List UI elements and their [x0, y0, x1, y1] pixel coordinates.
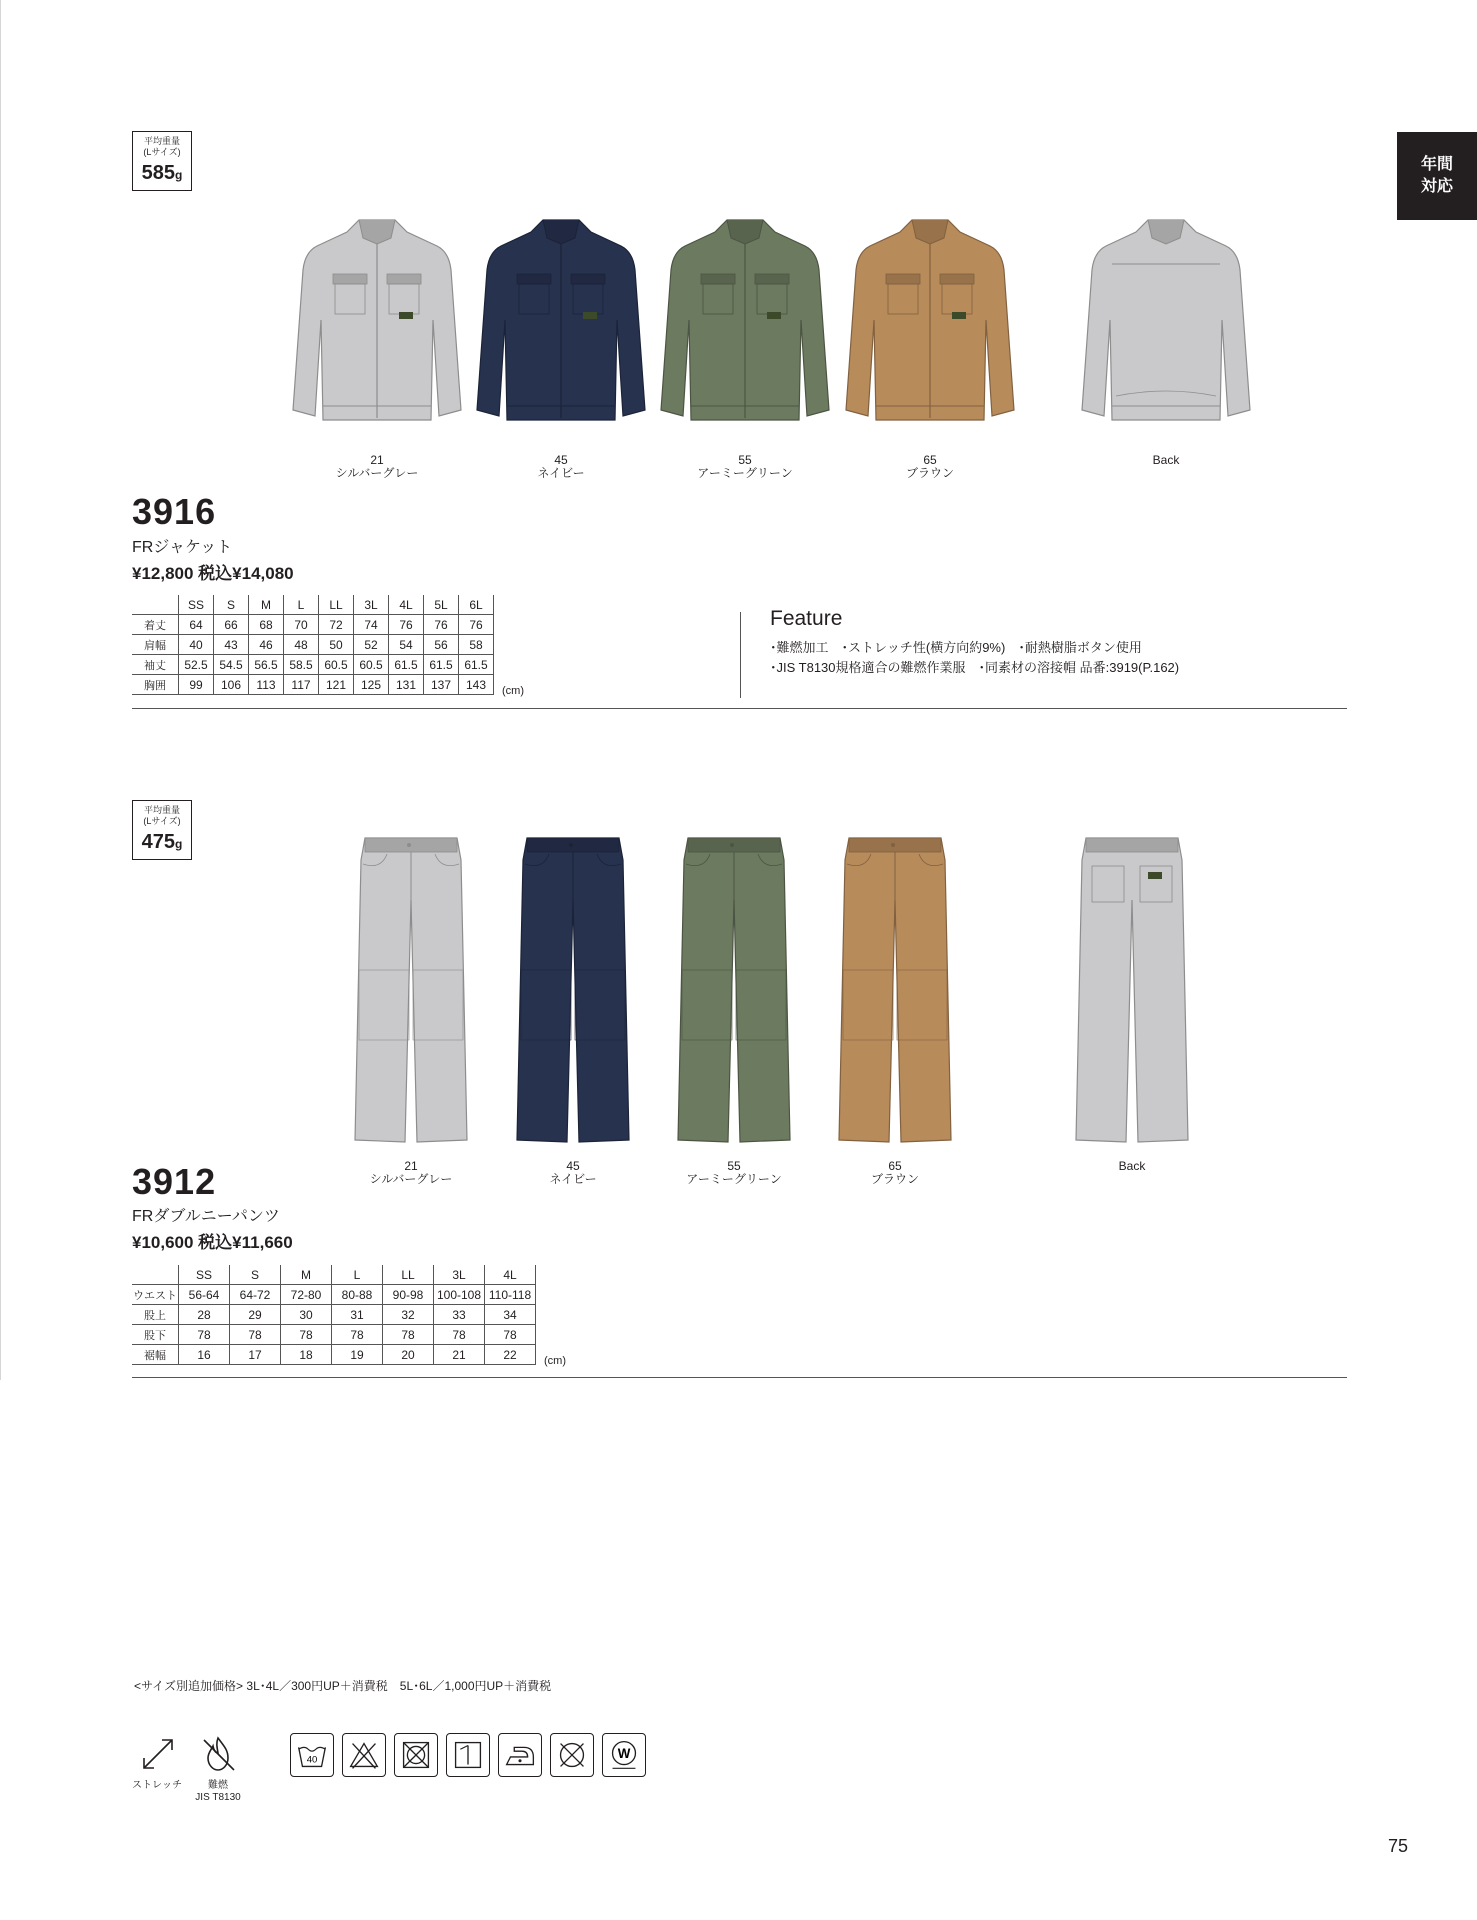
table-cell: 125 — [354, 675, 389, 695]
svg-text:40: 40 — [306, 1754, 318, 1766]
feature-divider — [740, 612, 741, 698]
table-header-cell: 5L — [424, 595, 459, 615]
table-header-cell: 3L — [434, 1265, 485, 1285]
table-row-label: 裾幅 — [132, 1345, 179, 1365]
jacket-image-back — [1076, 210, 1256, 430]
table-cell: 52.5 — [179, 655, 214, 675]
table-header-cell: M — [281, 1265, 332, 1285]
table-cell: 58.5 — [284, 655, 319, 675]
table-cell: 34 — [485, 1305, 536, 1325]
table-cell: 56.5 — [249, 655, 284, 675]
page-number: 75 — [1388, 1836, 1409, 1856]
table-row-label: ウエスト — [132, 1285, 179, 1305]
line-dry-icon — [446, 1733, 490, 1777]
table-cell: 76 — [459, 615, 494, 635]
weight-label: 平均重量 — [143, 805, 180, 815]
table-row-label: 袖丈 — [132, 655, 179, 675]
jacket-color-caption-55: 55 アーミーグリーン — [697, 453, 793, 480]
table-cell: 31 — [332, 1305, 383, 1325]
pants-image-21 — [351, 830, 471, 1150]
table-cell: 64 — [179, 615, 214, 635]
pants-color-caption-55: 55 アーミーグリーン — [686, 1159, 782, 1186]
table-cell: 60.5 — [354, 655, 389, 675]
table-cell: 43 — [214, 635, 249, 655]
season-tab — [1397, 132, 1477, 220]
page-edge-line — [0, 0, 1, 1380]
jacket-weight-box — [132, 131, 192, 191]
jacket-price: ¥12,800 税込¥14,080 — [132, 564, 294, 583]
table-cell: 70 — [284, 615, 319, 635]
table-cell: 72-80 — [281, 1285, 332, 1305]
table-header-cell: SS — [179, 595, 214, 615]
table-cell: 29 — [230, 1305, 281, 1325]
jacket-color-caption-21: 21 シルバーグレー — [335, 453, 419, 480]
table-cell: 99 — [179, 675, 214, 695]
table-header-cell: L — [284, 595, 319, 615]
table-row — [132, 635, 494, 655]
table-row — [132, 655, 494, 675]
table-cell: 117 — [284, 675, 319, 695]
pants-product-name: FRダブルニーパンツ — [132, 1208, 280, 1225]
table-header-cell: 4L — [389, 595, 424, 615]
wash-40-icon — [290, 1733, 334, 1777]
pants-color-caption-21: 21 シルバーグレー — [369, 1159, 453, 1186]
size-surcharge-note: <サイズ別追加価格> 3L･4L／300円UP＋消費税 5L･6L／1,000円UP＋消費税 — [134, 1679, 552, 1693]
table-corner — [132, 595, 179, 615]
table-cell: 30 — [281, 1305, 332, 1325]
table-cell: 78 — [434, 1325, 485, 1345]
jacket-image-21 — [287, 210, 467, 430]
table-row — [132, 615, 494, 635]
season-tab-line2: 対応 — [1420, 178, 1453, 195]
table-cell: 80-88 — [332, 1285, 383, 1305]
table-cell: 78 — [485, 1325, 536, 1345]
table-row-label: 股下 — [132, 1325, 179, 1345]
jacket-size-table — [132, 595, 494, 695]
table-row — [132, 1325, 536, 1345]
table-row — [132, 1285, 536, 1305]
jacket-color-caption-65: 65 ブラウン — [905, 453, 954, 480]
stretch-icon — [138, 1734, 178, 1774]
table-cell: 22 — [485, 1345, 536, 1365]
pants-image-back — [1072, 830, 1192, 1150]
table-cell: 113 — [249, 675, 284, 695]
table-header-cell: 6L — [459, 595, 494, 615]
pants-image-45 — [513, 830, 633, 1150]
table-cell: 90-98 — [383, 1285, 434, 1305]
weight-value: 585g — [141, 162, 183, 184]
table-cell: 20 — [383, 1345, 434, 1365]
pants-image-65 — [835, 830, 955, 1150]
no-dry-clean-icon — [550, 1733, 594, 1777]
table-cell: 78 — [332, 1325, 383, 1345]
pants-back-caption: Back — [1118, 1159, 1146, 1173]
table-header-cell: SS — [179, 1265, 230, 1285]
jacket-image-55 — [655, 210, 835, 430]
table-cell: 66 — [214, 615, 249, 635]
jacket-model-number: 3916 — [132, 491, 217, 532]
table-cell: 19 — [332, 1345, 383, 1365]
table-row — [132, 1305, 536, 1325]
feature-line-2: ･JIS T8130規格適合の難燃作業服 ･同素材の溶接帽 品番:3919(P.162) — [770, 660, 1180, 675]
table-cell: 40 — [179, 635, 214, 655]
table-header-cell: S — [230, 1265, 281, 1285]
table-cell: 58 — [459, 635, 494, 655]
table-row-label: 着丈 — [132, 615, 179, 635]
table-cell: 32 — [383, 1305, 434, 1325]
table-row — [132, 675, 494, 695]
table-row-label: 胸囲 — [132, 675, 179, 695]
table-cell: 78 — [281, 1325, 332, 1345]
table-header-cell: L — [332, 1265, 383, 1285]
table-cell: 16 — [179, 1345, 230, 1365]
table-cell: 17 — [230, 1345, 281, 1365]
table-cell: 76 — [424, 615, 459, 635]
table-cell: 68 — [249, 615, 284, 635]
table-header-cell: S — [214, 595, 249, 615]
flame-retardant-icon — [196, 1732, 240, 1776]
table-cell: 52 — [354, 635, 389, 655]
table-cell: 21 — [434, 1345, 485, 1365]
table-corner — [132, 1265, 179, 1285]
table-cell: 64-72 — [230, 1285, 281, 1305]
jacket-back-caption: Back — [1152, 453, 1180, 467]
flame-retardant-icon-label: 難燃 JIS T8130 — [195, 1780, 241, 1803]
pants-size-table — [132, 1265, 536, 1365]
table-header-cell: 4L — [485, 1265, 536, 1285]
pants-table-unit: (cm) — [544, 1355, 566, 1367]
table-row — [132, 1345, 536, 1365]
weight-label-size: (Lサイズ) — [143, 147, 181, 157]
no-bleach-icon — [342, 1733, 386, 1777]
table-cell: 48 — [284, 635, 319, 655]
table-cell: 72 — [319, 615, 354, 635]
pants-color-caption-65: 65 ブラウン — [870, 1159, 919, 1186]
table-header-cell: 3L — [354, 595, 389, 615]
table-cell: 54.5 — [214, 655, 249, 675]
table-cell: 60.5 — [319, 655, 354, 675]
table-header-cell: LL — [383, 1265, 434, 1285]
feature-title: Feature — [770, 607, 843, 630]
table-cell: 46 — [249, 635, 284, 655]
pants-model-number: 3912 — [132, 1161, 217, 1202]
jacket-color-caption-45: 45 ネイビー — [537, 453, 585, 480]
table-cell: 76 — [389, 615, 424, 635]
pants-image-55 — [674, 830, 794, 1150]
table-cell: 54 — [389, 635, 424, 655]
table-cell: 61.5 — [424, 655, 459, 675]
table-header-cell: LL — [319, 595, 354, 615]
table-cell: 137 — [424, 675, 459, 695]
table-cell: 56-64 — [179, 1285, 230, 1305]
table-cell: 61.5 — [459, 655, 494, 675]
stretch-icon-label: ストレッチ — [132, 1780, 182, 1791]
pants-price: ¥10,600 税込¥11,660 — [132, 1233, 293, 1252]
pants-weight-box — [132, 800, 192, 860]
jacket-product-name: FRジャケット — [132, 539, 233, 556]
table-cell: 78 — [179, 1325, 230, 1345]
table-header-cell: M — [249, 595, 284, 615]
section-divider-1 — [132, 708, 1347, 709]
table-cell: 74 — [354, 615, 389, 635]
table-cell: 143 — [459, 675, 494, 695]
feature-line-1: ･難燃加工 ･ストレッチ性(横方向約9%) ･耐熱樹脂ボタン使用 — [770, 640, 1142, 655]
jacket-table-unit: (cm) — [502, 685, 524, 697]
table-cell: 131 — [389, 675, 424, 695]
wet-clean-icon — [602, 1733, 646, 1777]
svg-text:W: W — [617, 1745, 631, 1761]
table-cell: 100-108 — [434, 1285, 485, 1305]
table-cell: 28 — [179, 1305, 230, 1325]
iron-low-icon — [498, 1733, 542, 1777]
jacket-image-45 — [471, 210, 651, 430]
weight-label-size: (Lサイズ) — [143, 816, 181, 826]
no-tumble-dry-icon — [394, 1733, 438, 1777]
table-cell: 33 — [434, 1305, 485, 1325]
table-cell: 56 — [424, 635, 459, 655]
table-cell: 61.5 — [389, 655, 424, 675]
jacket-image-65 — [840, 210, 1020, 430]
weight-label: 平均重量 — [143, 136, 180, 146]
table-cell: 106 — [214, 675, 249, 695]
pants-color-caption-45: 45 ネイビー — [549, 1159, 597, 1186]
weight-value: 475g — [141, 831, 183, 853]
season-tab-line1: 年間 — [1420, 156, 1453, 173]
table-cell: 78 — [383, 1325, 434, 1345]
table-cell: 18 — [281, 1345, 332, 1365]
table-cell: 121 — [319, 675, 354, 695]
table-cell: 78 — [230, 1325, 281, 1345]
table-cell: 110-118 — [485, 1285, 536, 1305]
table-row-label: 肩幅 — [132, 635, 179, 655]
table-cell: 50 — [319, 635, 354, 655]
table-row-label: 股上 — [132, 1305, 179, 1325]
section-divider-2 — [132, 1377, 1347, 1378]
